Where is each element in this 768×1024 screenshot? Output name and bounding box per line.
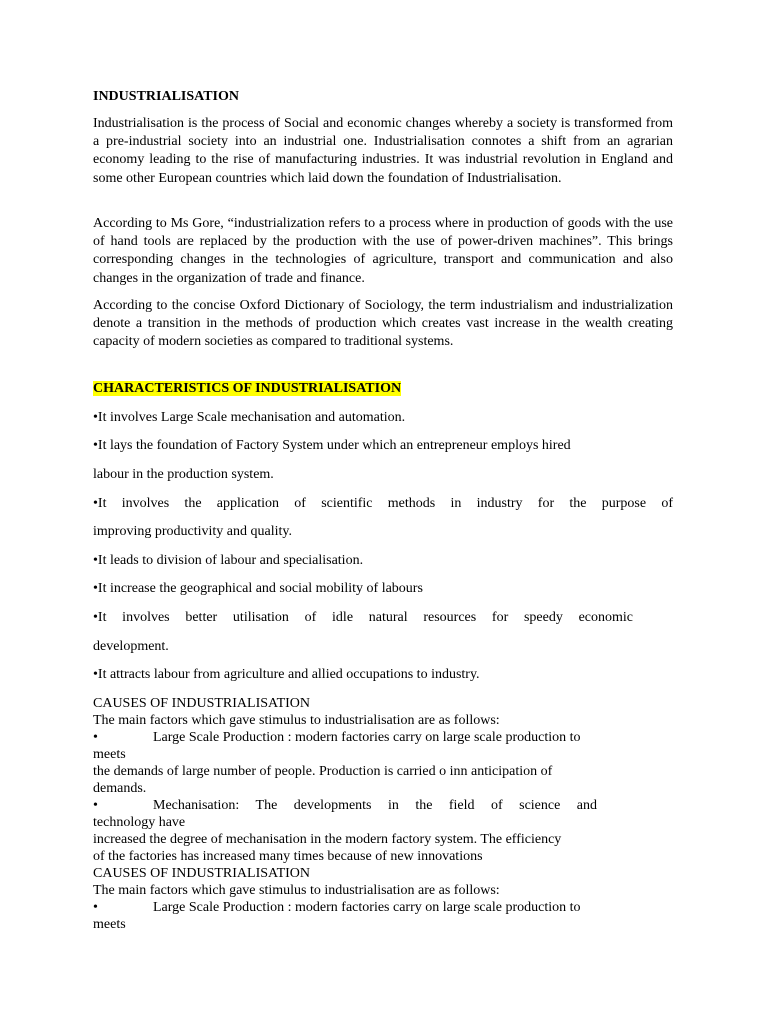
- characteristic-item: •It attracts labour from agriculture and allied occupations to industry.: [93, 667, 480, 682]
- characteristic-item: •It involves better utilisation of idle natural resources for speedy economic: [93, 610, 633, 625]
- characteristic-item: •It increase the geographical and social mobility of labours: [93, 581, 423, 596]
- causes-intro: The main factors which gave stimulus to industrialisation are as follows:: [93, 883, 500, 898]
- characteristic-item: •It involves Large Scale mechanisation and automation.: [93, 410, 406, 425]
- cause-item-continuation: meets: [93, 917, 126, 932]
- characteristics-heading: CHARACTERISTICS OF INDUSTRIALISATION: [93, 381, 402, 396]
- cause-item-continuation: technology have: [93, 815, 186, 830]
- cause-item-continuation: the demands of large number of people. Production is carried o inn anticipation of: [93, 764, 553, 779]
- cause-item-large-scale: • Large Scale Production : modern factories carry on large scale production to: [93, 730, 581, 745]
- characteristic-item-continuation: labour in the production system.: [93, 467, 274, 482]
- characteristic-item-continuation: improving productivity and quality.: [93, 524, 292, 539]
- characteristic-item: •It involves the application of scientific methods in industry for the purpose of: [93, 496, 673, 511]
- causes-heading: CAUSES OF INDUSTRIALISATION: [93, 866, 311, 881]
- page-title: INDUSTRIALISATION: [93, 89, 240, 104]
- causes-intro: The main factors which gave stimulus to industrialisation are as follows:: [93, 713, 500, 728]
- intro-paragraph: Industrialisation is the process of Social and economic changes whereby a society is transformed from a pre-industrial society into an industrial one. Industrialisation connotes a shift from an agrarian economy leading to the rise of manufacturing industries. It was industrial revolution in England and some other European countries which laid down the foundation of Industrialisation.: [93, 116, 673, 186]
- cause-item-continuation: demands.: [93, 781, 147, 796]
- oxford-definition-paragraph: According to the concise Oxford Dictionary of Sociology, the term industrialism and industrialization denote a transition in the methods of production which creates vast increase in the wealth creating capacity of modern societies as compared to traditional systems.: [93, 298, 673, 350]
- characteristic-item: •It lays the foundation of Factory System under which an entrepreneur employs hired: [93, 438, 571, 453]
- gore-definition-paragraph: According to Ms Gore, “industrialization refers to a process where in production of goods with the use of hand tools are replaced by the production with the use of power-driven machines”. This brings corresponding changes in the technologies of agriculture, transport and communication and also changes in the organization of trade and finance.: [93, 216, 673, 286]
- cause-item-continuation: meets: [93, 747, 126, 762]
- characteristic-item: •It leads to division of labour and specialisation.: [93, 553, 364, 568]
- cause-item-continuation: increased the degree of mechanisation in the modern factory system. The efficiency: [93, 832, 562, 847]
- cause-item-mechanisation: • Mechanisation: The developments in the field of science and: [93, 798, 597, 813]
- cause-item-large-scale: • Large Scale Production : modern factories carry on large scale production to: [93, 900, 581, 915]
- characteristic-item-continuation: development.: [93, 639, 169, 654]
- causes-heading: CAUSES OF INDUSTRIALISATION: [93, 696, 311, 711]
- cause-item-continuation: of the factories has increased many times because of new innovations: [93, 849, 483, 864]
